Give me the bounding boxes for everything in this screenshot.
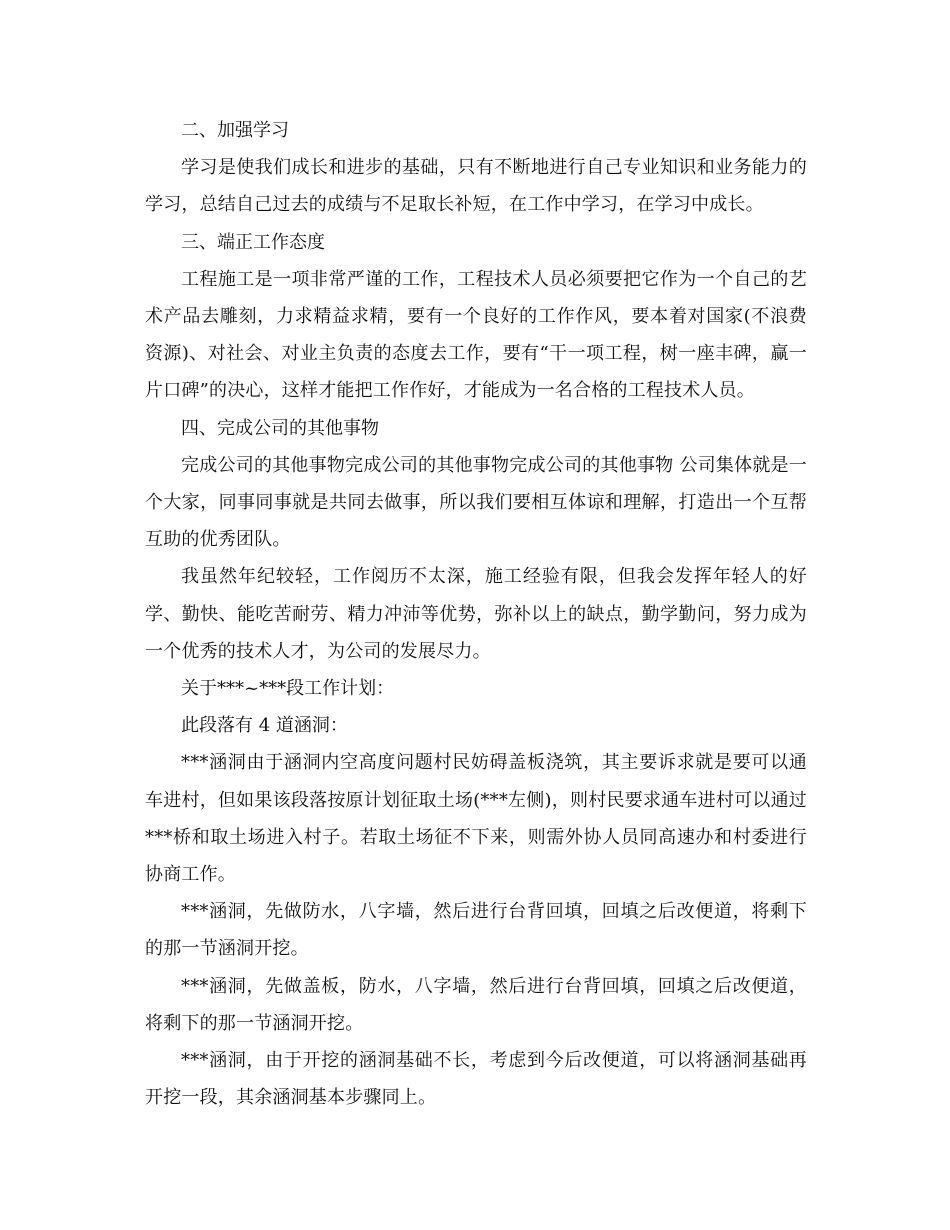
- paragraph-study: 学习是使我们成长和进步的基础，只有不断地进行自己专业知识和业务能力的学习，总结自己过去的成绩与不足取长补短，在工作中学习，在学习中成长。: [145, 157, 807, 216]
- paragraph-other-tasks: 完成公司的其他事物完成公司的其他事物完成公司的其他事物 公司集体就是一个大家，同事同事就是共同去做事，所以我们要相互体谅和理解，打造出一个互帮互助的优秀团队。: [145, 454, 807, 551]
- paragraph-self-assessment: 我虽然年纪较轻，工作阅历不太深，施工经验有限，但我会发挥年轻人的好学、勤快、能吃苦耐劳、精力冲沛等优势，弥补以上的缺点，勤学勤问，努力成为一个优秀的技术人才，为公司的发展尽力。: [145, 566, 807, 662]
- paragraph-culvert-4: ***涵洞，由于开挖的涵洞基础不长，考虑到今后改便道，可以将涵洞基础再开挖一段，其余涵洞基本步骤同上。: [145, 1050, 807, 1109]
- paragraph-culvert-3: ***涵洞，先做盖板，防水，八字墙，然后进行台背回填，回填之后改便道，将剩下的那一节涵洞开挖。: [145, 975, 807, 1034]
- work-plan-heading: 关于***~***段工作计划：: [181, 678, 395, 700]
- document-body: [145, 112, 807, 1116]
- paragraph-attitude: 工程施工是一项非常严谨的工作，工程技术人员必须要把它作为一个自己的艺术产品去雕刻，力求精益求精，要有一个良好的工作作风，要本着对国家(不浪费资源)、对社会、对业主负责的态度去工作，要有“干一项工程，树一座丰碑，赢一片口碑”的决心，这样才能把工作作好，才能成为一名合格的工程技术人员。: [145, 268, 807, 402]
- section-heading-other-tasks: 四、完成公司的其他事物: [181, 417, 379, 439]
- section-heading-attitude: 三、端正工作态度: [181, 231, 325, 253]
- section-heading-study: 二、加强学习: [181, 120, 289, 141]
- culvert-count-line: 此段落有 4 道涵洞：: [181, 715, 348, 737]
- paragraph-culvert-1: ***涵洞由于涵洞内空高度问题村民妨碍盖板浇筑，其主要诉求就是要可以通车进村，但如果该段落按原计划征取土场(***左侧)，则村民要求通车进村可以通过***桥和取土场进入村子。若取土场征不下来，则需外协人员同高速办和村委进行协商工作。: [145, 752, 807, 886]
- paragraph-culvert-2: ***涵洞，先做防水，八字墙，然后进行台背回填，回填之后改便道，将剩下的那一节涵洞开挖。: [145, 901, 807, 960]
